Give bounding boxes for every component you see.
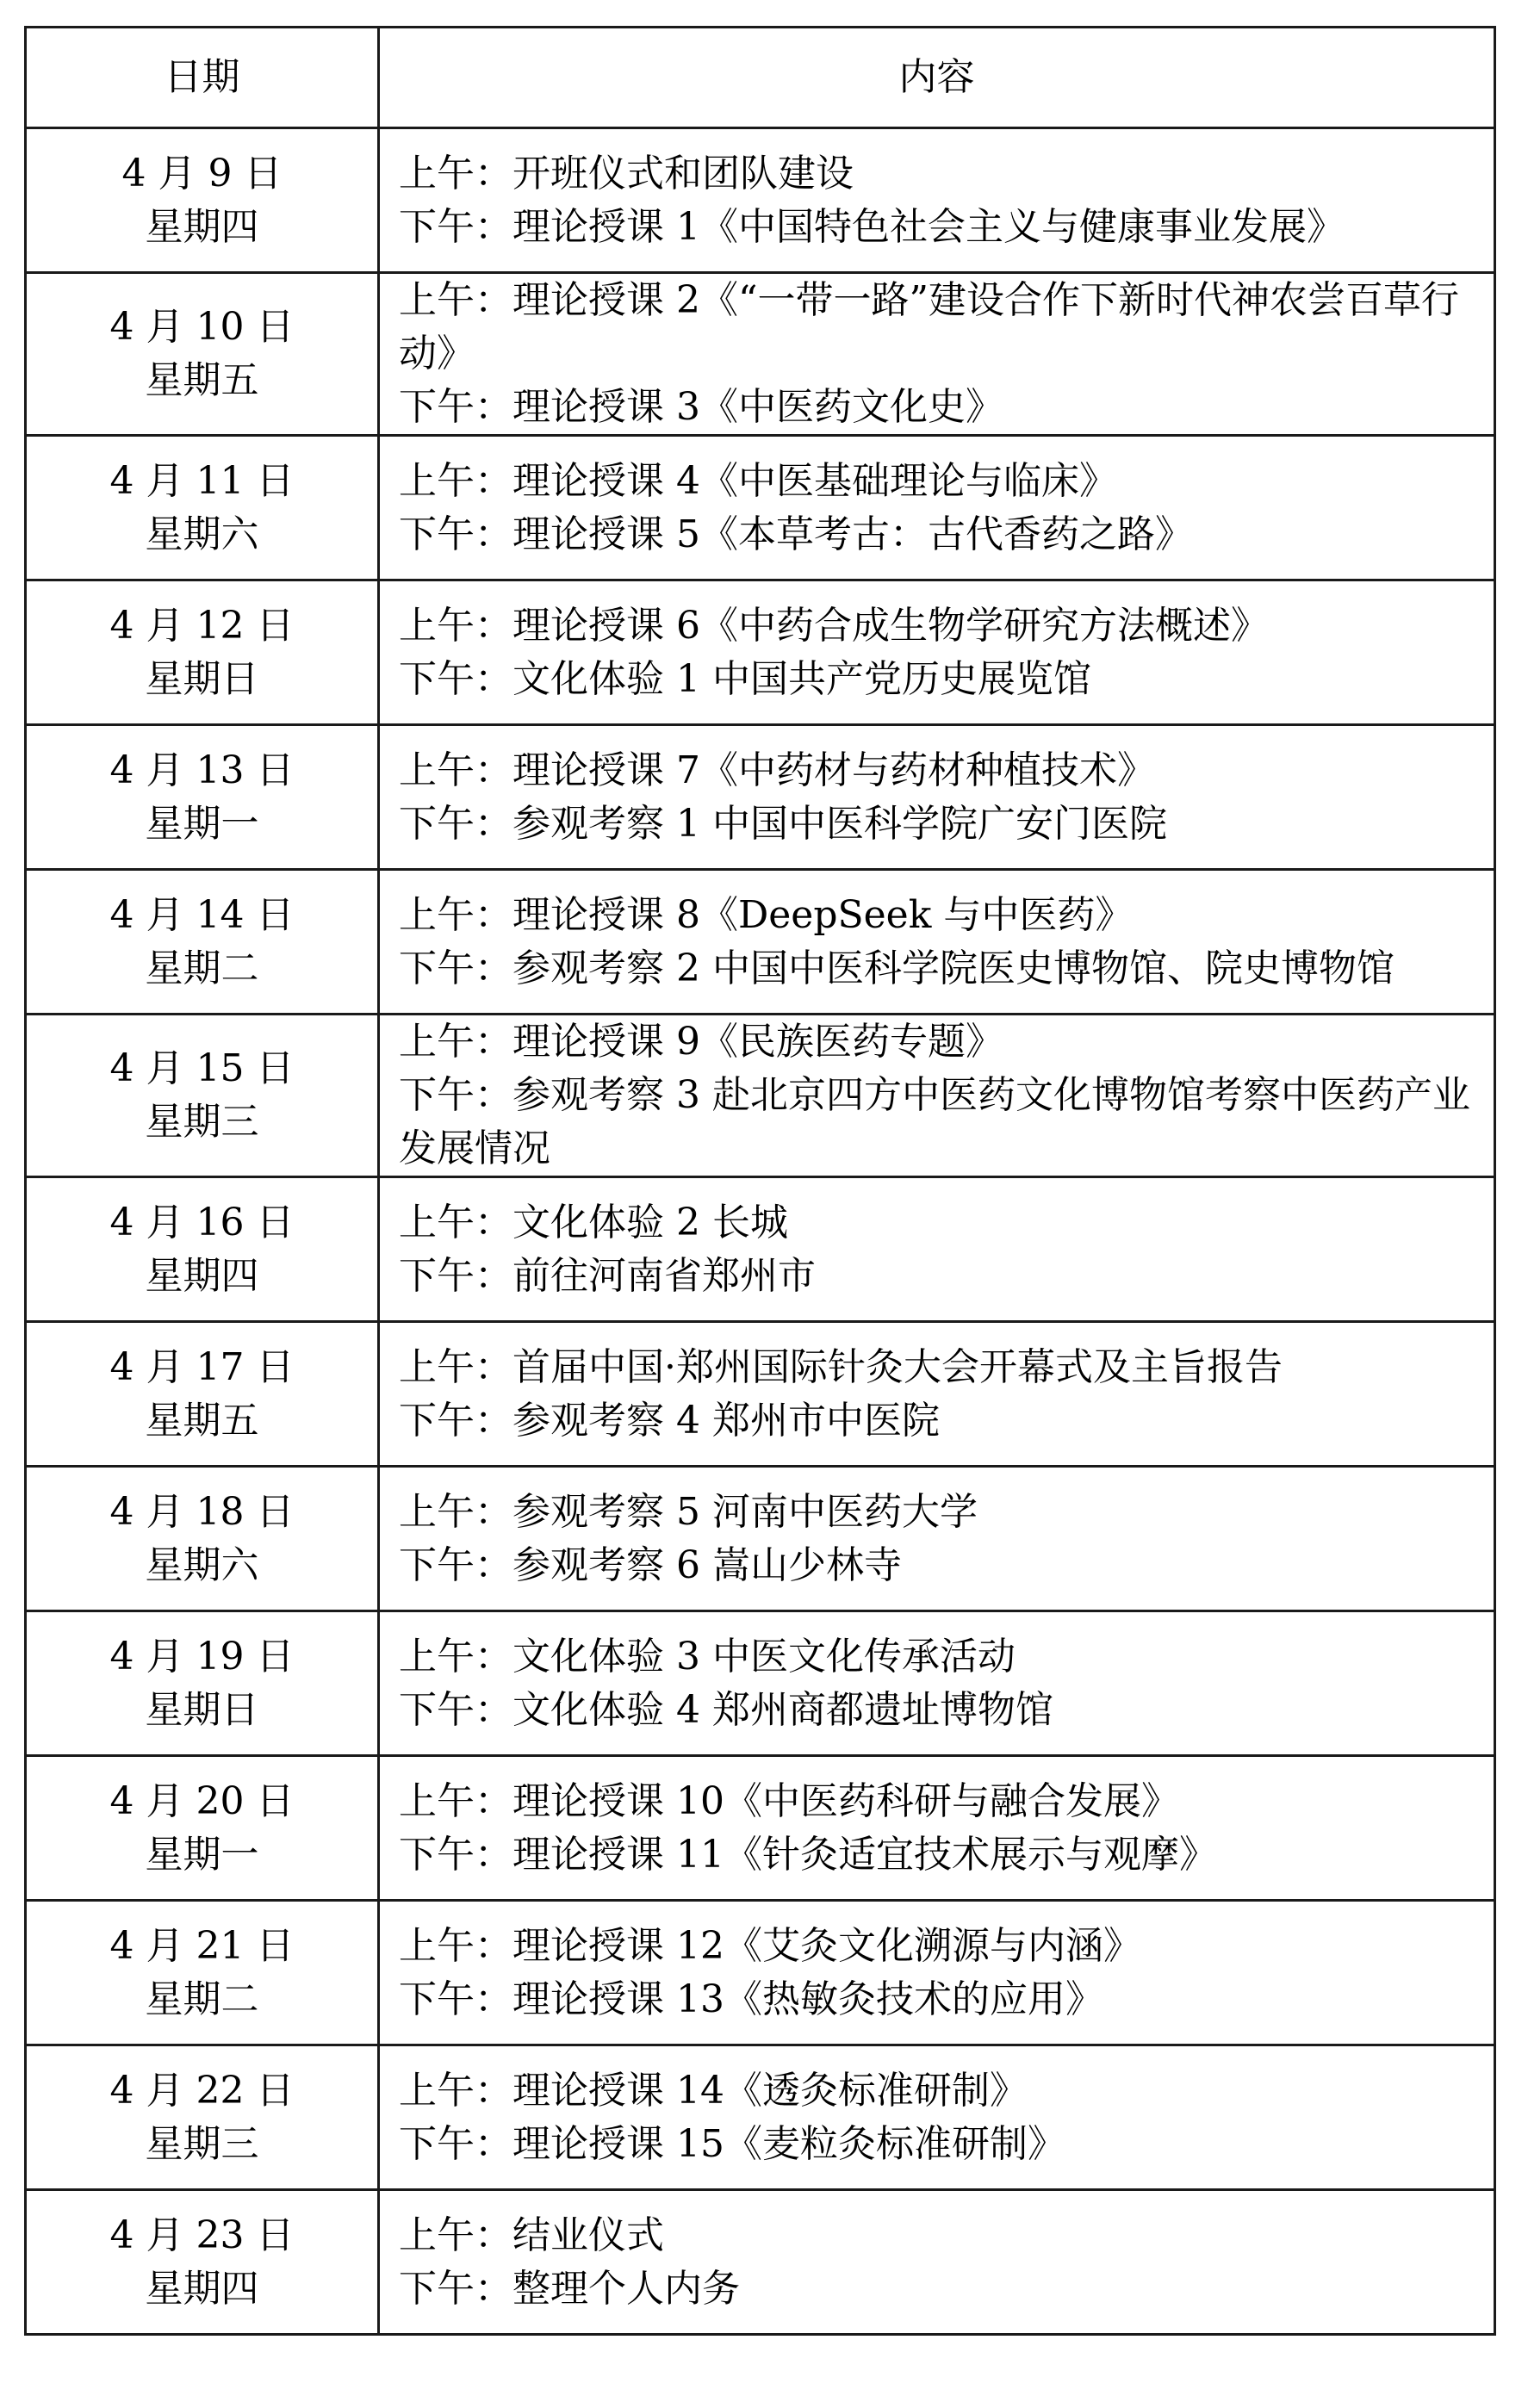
date-text: 4 月 23 日 — [109, 2213, 295, 2257]
date-cell — [26, 1611, 379, 1756]
schedule-table — [24, 26, 1496, 2336]
weekday-text: 星期四 — [145, 2266, 259, 2311]
date-text: 4 月 20 日 — [109, 1778, 295, 1823]
date-cell — [26, 2045, 379, 2190]
date-text: 4 月 9 日 — [121, 151, 283, 195]
date-cell — [26, 273, 379, 436]
content-cell — [379, 1611, 1495, 1756]
date-cell — [26, 870, 379, 1015]
weekday-text: 星期二 — [145, 946, 259, 990]
weekday-text: 星期四 — [145, 204, 259, 249]
schedule-sheet — [24, 26, 1494, 2336]
weekday-text: 星期五 — [145, 358, 259, 402]
schedule-row — [26, 436, 1495, 580]
weekday-text: 星期一 — [145, 1832, 259, 1877]
weekday-text: 星期日 — [145, 1687, 259, 1732]
afternoon-activity: 下午：理论授课 15《麦粒灸标准研制》 — [399, 2121, 1065, 2166]
schedule-row — [26, 1467, 1495, 1611]
date-cell — [26, 1177, 379, 1322]
content-cell — [379, 725, 1495, 870]
date-cell — [26, 580, 379, 725]
date-text: 4 月 17 日 — [109, 1344, 295, 1389]
content-cell — [379, 580, 1495, 725]
date-cell — [26, 1322, 379, 1467]
date-cell — [26, 1467, 379, 1611]
date-column-header: 日期 — [26, 28, 379, 128]
afternoon-activity: 下午：理论授课 5《本草考古：古代香药之路》 — [399, 512, 1193, 556]
weekday-text: 星期六 — [145, 512, 259, 556]
weekday-text: 星期日 — [145, 656, 259, 701]
date-cell — [26, 1756, 379, 1901]
date-text: 4 月 19 日 — [109, 1634, 295, 1679]
morning-activity: 上午：结业仪式 — [399, 2213, 664, 2257]
weekday-text: 星期二 — [145, 1977, 259, 2021]
afternoon-activity: 下午：理论授课 1《中国特色社会主义与健康事业发展》 — [399, 204, 1345, 249]
weekday-text: 星期六 — [145, 1542, 259, 1587]
schedule-row — [26, 870, 1495, 1015]
morning-activity: 上午：首届中国·郑州国际针灸大会开幕式及主旨报告 — [399, 1344, 1283, 1389]
date-text: 4 月 13 日 — [109, 748, 295, 792]
date-text: 4 月 11 日 — [109, 458, 295, 503]
afternoon-activity: 下午：参观考察 2 中国中医科学院医史博物馆、院史博物馆 — [399, 946, 1394, 990]
afternoon-activity: 下午：参观考察 3 赴北京四方中医药文化博物馆考察中医药产业发展情况 — [399, 1073, 1470, 1170]
header-row — [26, 28, 1495, 128]
date-cell — [26, 1015, 379, 1177]
schedule-row — [26, 273, 1495, 436]
morning-activity: 上午：理论授课 8《DeepSeek 与中医药》 — [399, 892, 1134, 937]
date-text: 4 月 21 日 — [109, 1923, 295, 1968]
content-cell — [379, 128, 1495, 273]
content-cell — [379, 870, 1495, 1015]
afternoon-activity: 下午：参观考察 1 中国中医科学院广安门医院 — [399, 801, 1167, 846]
weekday-text: 星期三 — [145, 2121, 259, 2166]
date-cell — [26, 725, 379, 870]
date-text: 4 月 18 日 — [109, 1489, 295, 1534]
content-column-header: 内容 — [379, 28, 1495, 128]
afternoon-activity: 下午：文化体验 4 郑州商都遗址博物馆 — [399, 1687, 1053, 1732]
morning-activity: 上午：理论授课 9《民族医药专题》 — [399, 1020, 1003, 1064]
date-cell — [26, 436, 379, 580]
afternoon-activity: 下午：参观考察 4 郑州市中医院 — [399, 1398, 940, 1443]
schedule-row — [26, 580, 1495, 725]
morning-activity: 上午：文化体验 2 长城 — [399, 1200, 788, 1244]
date-text: 4 月 10 日 — [109, 305, 295, 349]
content-cell — [379, 2045, 1495, 2190]
date-cell — [26, 1901, 379, 2045]
content-cell — [379, 1015, 1495, 1177]
schedule-row — [26, 2190, 1495, 2335]
afternoon-activity: 下午：参观考察 6 嵩山少林寺 — [399, 1542, 902, 1587]
morning-activity: 上午：理论授课 4《中医基础理论与临床》 — [399, 458, 1117, 503]
date-text: 4 月 16 日 — [109, 1200, 295, 1244]
date-text: 4 月 14 日 — [109, 892, 295, 937]
weekday-text: 星期四 — [145, 1253, 259, 1298]
schedule-row — [26, 725, 1495, 870]
weekday-text: 星期五 — [145, 1398, 259, 1443]
afternoon-activity: 下午：整理个人内务 — [399, 2266, 740, 2311]
content-cell — [379, 1901, 1495, 2045]
morning-activity: 上午：理论授课 10《中医药科研与融合发展》 — [399, 1778, 1179, 1823]
afternoon-activity: 下午：理论授课 13《热敏灸技术的应用》 — [399, 1977, 1103, 2021]
date-cell — [26, 2190, 379, 2335]
date-text: 4 月 22 日 — [109, 2068, 295, 2113]
schedule-row — [26, 2045, 1495, 2190]
morning-activity: 上午：参观考察 5 河南中医药大学 — [399, 1489, 978, 1534]
morning-activity: 上午：开班仪式和团队建设 — [399, 151, 854, 195]
morning-activity: 上午：理论授课 7《中药材与药材种植技术》 — [399, 748, 1155, 792]
morning-activity: 上午：理论授课 6《中药合成生物学研究方法概述》 — [399, 603, 1269, 648]
content-cell — [379, 436, 1495, 580]
weekday-text: 星期三 — [145, 1100, 259, 1144]
date-cell — [26, 128, 379, 273]
content-cell — [379, 1467, 1495, 1611]
morning-activity: 上午：理论授课 12《艾灸文化溯源与内涵》 — [399, 1923, 1141, 1968]
schedule-row — [26, 1177, 1495, 1322]
afternoon-activity: 下午：理论授课 11《针灸适宜技术展示与观摩》 — [399, 1832, 1217, 1877]
date-text: 4 月 15 日 — [109, 1046, 295, 1090]
schedule-row — [26, 1901, 1495, 2045]
afternoon-activity: 下午：前往河南省郑州市 — [399, 1253, 816, 1298]
content-cell — [379, 1177, 1495, 1322]
morning-activity: 上午：理论授课 2《“一带一路”建设合作下新时代神农尝百草行动》 — [399, 278, 1459, 375]
schedule-row — [26, 1611, 1495, 1756]
morning-activity: 上午：理论授课 14《透灸标准研制》 — [399, 2068, 1028, 2113]
date-text: 4 月 12 日 — [109, 603, 295, 648]
content-cell — [379, 2190, 1495, 2335]
schedule-row — [26, 1322, 1495, 1467]
schedule-row — [26, 1015, 1495, 1177]
afternoon-activity: 下午：理论授课 3《中医药文化史》 — [399, 385, 1003, 429]
afternoon-activity: 下午：文化体验 1 中国共产党历史展览馆 — [399, 656, 1091, 701]
content-cell — [379, 273, 1495, 436]
schedule-row — [26, 128, 1495, 273]
content-cell — [379, 1756, 1495, 1901]
schedule-row — [26, 1756, 1495, 1901]
schedule-body — [26, 128, 1495, 2335]
weekday-text: 星期一 — [145, 801, 259, 846]
content-cell — [379, 1322, 1495, 1467]
morning-activity: 上午：文化体验 3 中医文化传承活动 — [399, 1634, 1016, 1679]
